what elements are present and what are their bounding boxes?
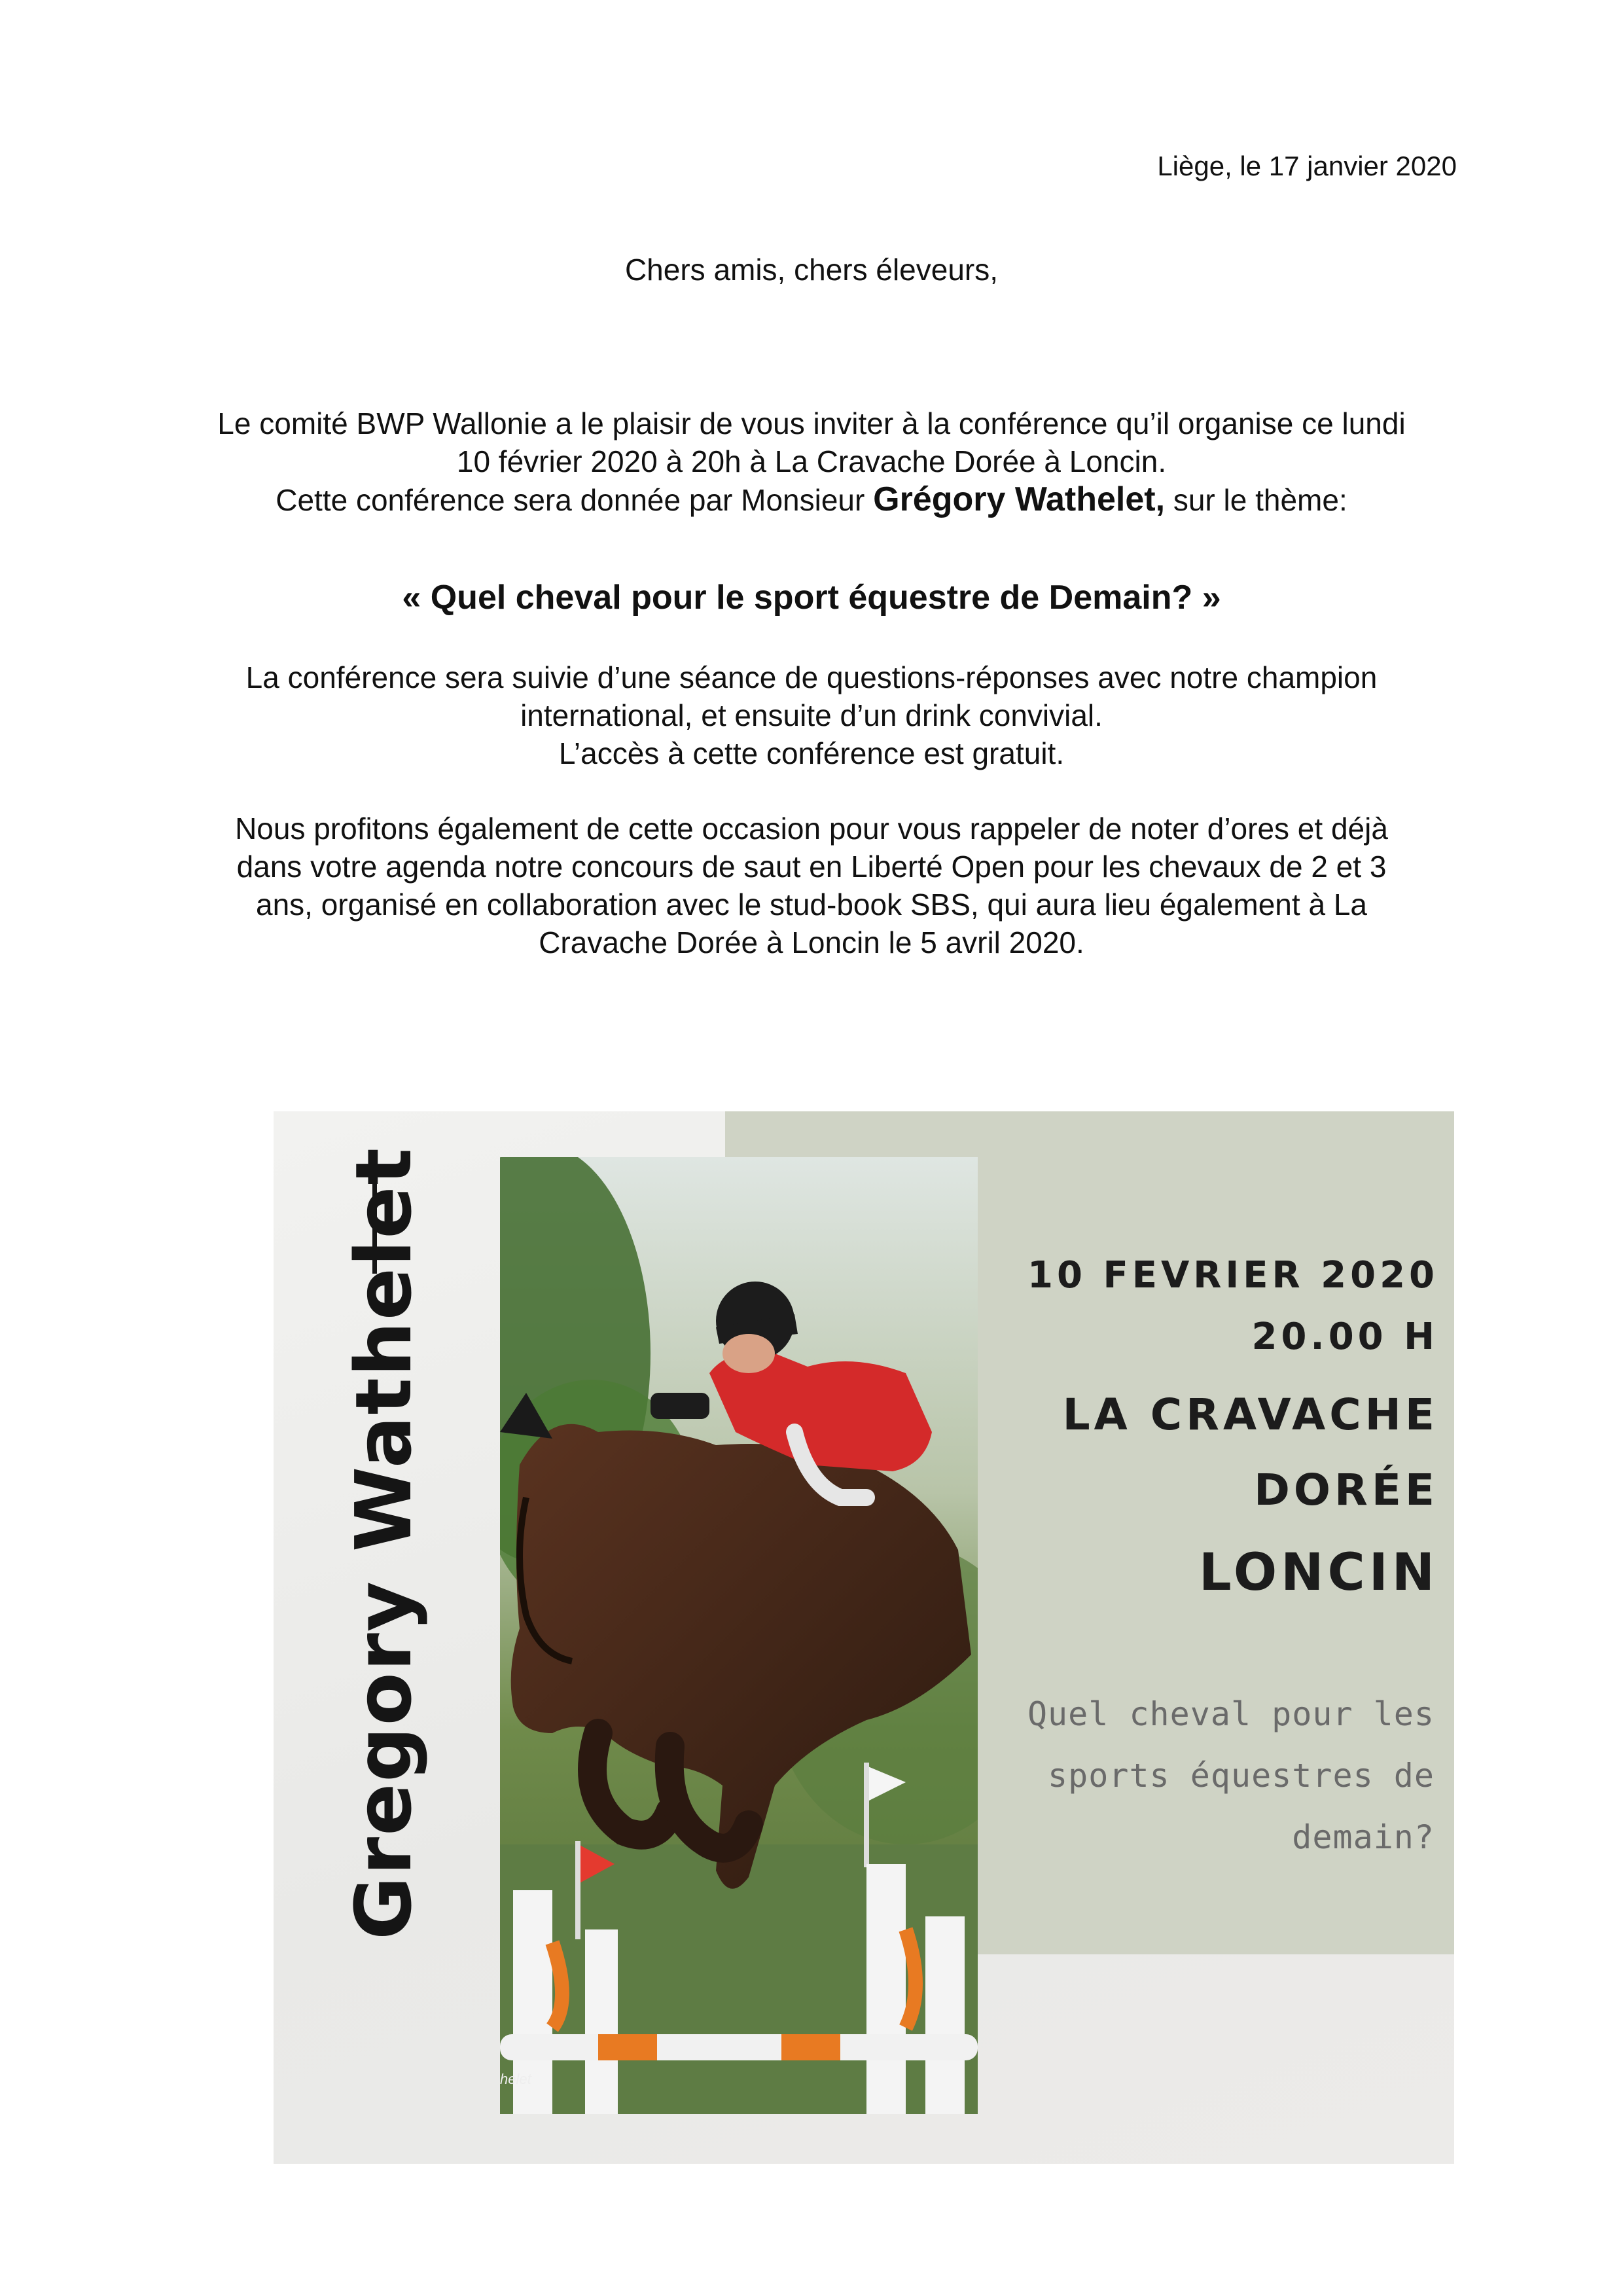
qa-line-3: L’accès à cette conférence est gratuit. bbox=[558, 736, 1065, 770]
poster-venue-line-2: DORÉE bbox=[1254, 1465, 1438, 1515]
theme-intro: sur le thème: bbox=[1165, 483, 1347, 517]
photo-credit: helet bbox=[500, 2071, 531, 2087]
poster-question-line-2: sports équestres de bbox=[1048, 1757, 1435, 1795]
invitation-paragraph bbox=[131, 404, 1492, 519]
horse-rider-illustration bbox=[500, 1157, 978, 2114]
letter-date: Liège, le 17 janvier 2020 bbox=[1157, 151, 1457, 181]
poster-speaker-name: Gregory Wathelet bbox=[338, 1147, 429, 1940]
reminder-line-2: dans votre agenda notre concours de saut en Liberté Open pour les chevaux de 2 et 3 bbox=[236, 850, 1387, 884]
poster-question-line-1: Quel cheval pour les bbox=[1027, 1695, 1435, 1733]
invitation-line-1: Le comité BWP Wallonie a le plaisir de vous inviter à la conférence qu’il organise ce lundi bbox=[217, 406, 1406, 440]
qa-line-2: international, et ensuite d’un drink convivial. bbox=[520, 698, 1103, 732]
rider-jumping-photo bbox=[500, 1157, 978, 2114]
conference-theme: « Quel cheval pour le sport équestre de Demain? » bbox=[402, 579, 1221, 617]
reminder-line-3: ans, organisé en collaboration avec le stud-book SBS, qui aura lieu également à La bbox=[256, 888, 1367, 922]
qa-paragraph bbox=[131, 658, 1492, 772]
reminder-line-4: Cravache Dorée à Loncin le 5 avril 2020. bbox=[539, 925, 1084, 960]
qa-line-1: La conférence sera suivie d’une séance de questions-réponses avec notre champion bbox=[245, 660, 1378, 694]
salutation: Chers amis, chers éleveurs, bbox=[624, 253, 999, 287]
invitation-line-2: 10 février 2020 à 20h à La Cravache Dorée à Loncin. bbox=[456, 444, 1167, 478]
poster-event-time: 20.00 H bbox=[1251, 1316, 1438, 1358]
speaker-intro: Cette conférence sera donnée par Monsieur bbox=[276, 483, 874, 517]
reminder-paragraph bbox=[131, 810, 1492, 961]
invitation-line-3 bbox=[131, 480, 1492, 519]
poster-city: LONCIN bbox=[1198, 1543, 1438, 1602]
speaker-name: Grégory Wathelet, bbox=[873, 480, 1166, 518]
reminder-line-1: Nous profitons également de cette occasion pour vous rappeler de noter d’ores et déjà bbox=[235, 812, 1388, 846]
poster-venue-line-1: LA CRAVACHE bbox=[1062, 1390, 1438, 1440]
poster-event-date: 10 FEVRIER 2020 bbox=[1027, 1254, 1438, 1297]
event-poster bbox=[274, 1111, 1454, 2164]
poster-question bbox=[937, 1683, 1435, 1868]
poster-question-line-3: demain? bbox=[1292, 1818, 1435, 1856]
